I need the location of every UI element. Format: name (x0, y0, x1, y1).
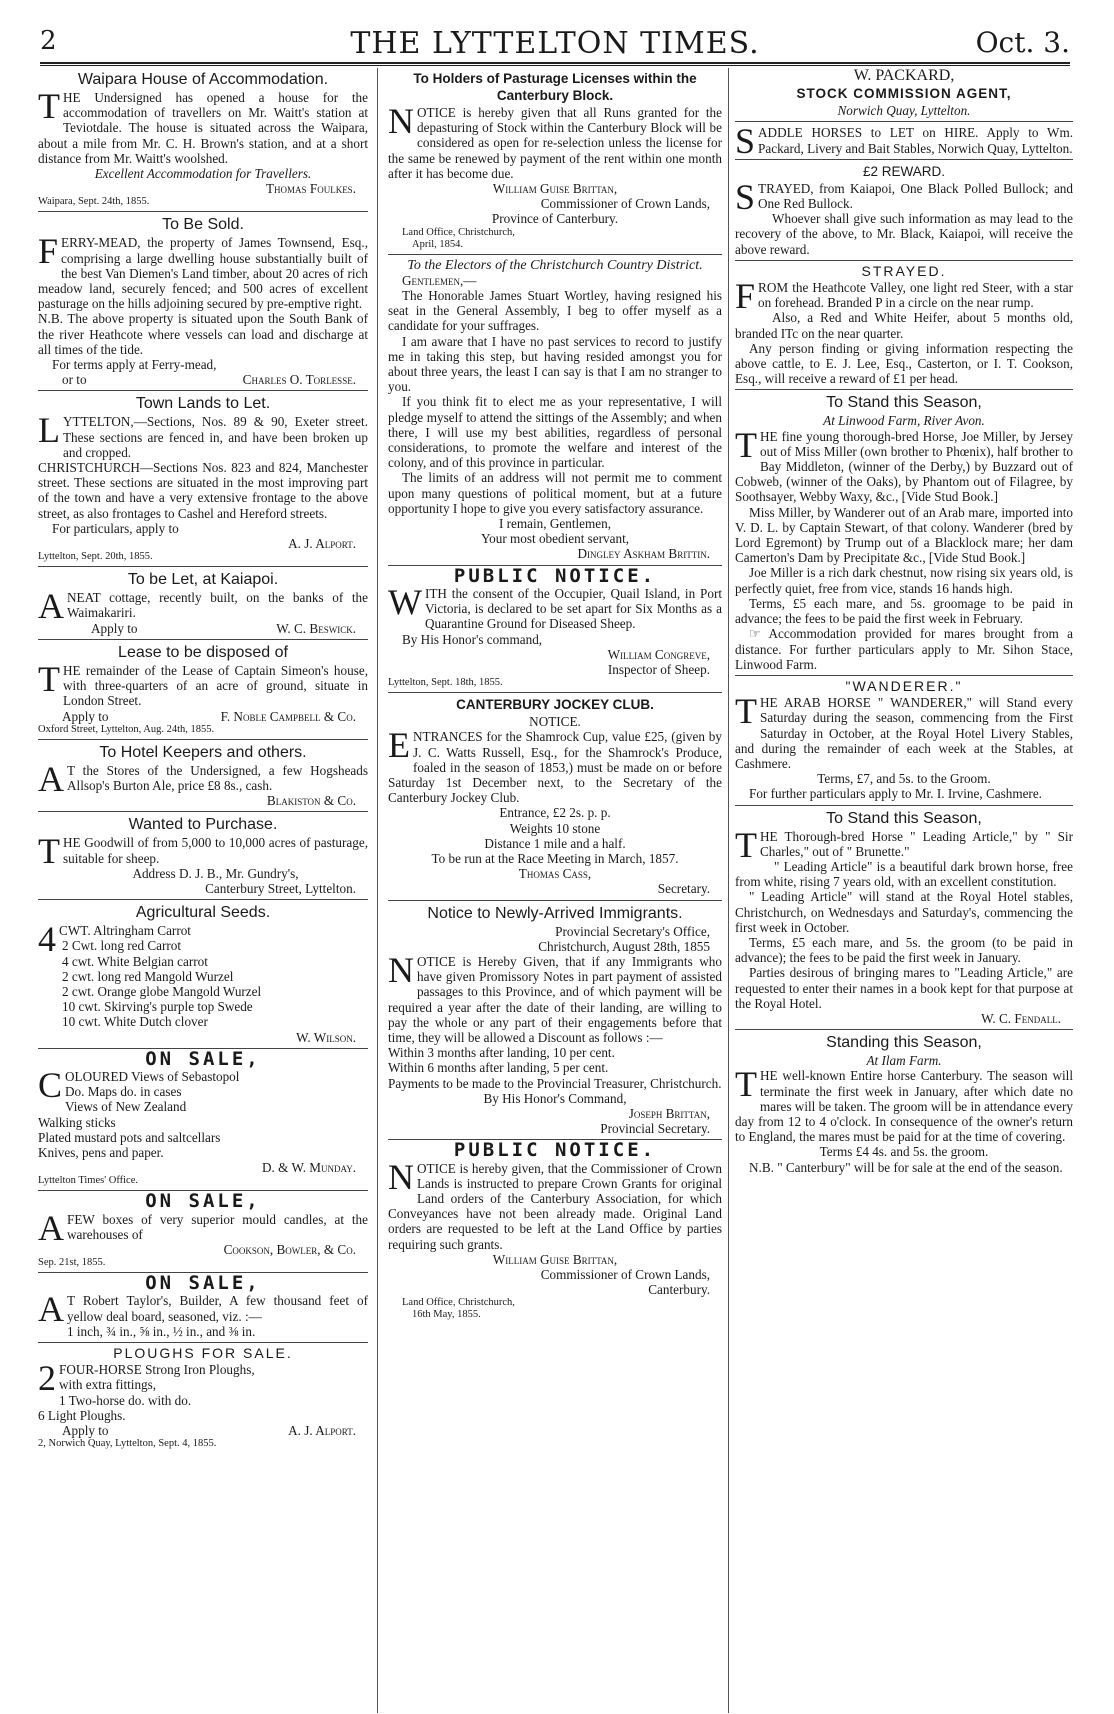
ad-paragraph: Parties desirous of bringing mares to "Leading Article," are requested to enter their names in a book kept for that purpose at the Royal Hotel. (735, 965, 1073, 1011)
ad-signer-title: Provincial Secretary. (600, 1121, 710, 1137)
ad-apply: Apply to (91, 620, 138, 636)
ad-signer: Dingley Askham Brittin. (577, 546, 710, 562)
ad-public-notice-quarantine (388, 564, 722, 693)
ad-body: ROM the Heathcote Valley, one light red Steer, with a star on forehead. Branded P in a circle on the near rump. (758, 280, 1073, 311)
ad-heading: Lease to be disposed of (118, 643, 288, 661)
newspaper-title: THE LYTTELTON TIMES. (350, 26, 760, 61)
ad-paragraph: Miss Miller, by Wanderer out of an Arab mare, imported into V. D. L. by Captain Stewart, of that colony. Wanderer (bred by Lord Egremont) by Trump out of a Blacklock mare; her dam Camerton's Dam by Precipitate &c., [Vide Stud Book.] (735, 504, 1073, 566)
ad-heading: CANTERBURY JOCKEY CLUB. (456, 697, 654, 713)
ad-heading: STRAYED. (861, 262, 947, 279)
ad-subheading: At Ilam Farm. (866, 1053, 942, 1069)
drop-cap: T (38, 831, 60, 872)
ad-office: Provincial Secretary's Office, (555, 923, 710, 939)
ad-on-sale-candles (38, 1190, 368, 1273)
ad-heading: PLOUGHS FOR SALE. (113, 1345, 293, 1361)
ad-immigrants (388, 904, 722, 1141)
ad-note: N.B. The above property is situated upon the South Bank of the river Heathcote where vessels can load and discharge at all times of the tide. (38, 311, 368, 357)
drop-cap: T (735, 1064, 757, 1105)
ad-heading: PUBLIC NOTICE. (453, 564, 657, 587)
ad-heading: ON SALE, (145, 1272, 261, 1295)
ad-linwood-stud (735, 393, 1073, 675)
ad-signer-title: Commissioner of Crown Lands, (540, 1267, 710, 1283)
ad-waipara-house (38, 70, 368, 212)
column-1 (38, 68, 368, 1456)
ad-strayed (735, 264, 1073, 391)
ad-pasturage-licenses (388, 70, 722, 255)
ad-dateline: Lyttelton, Sept. 20th, 1855. (38, 551, 153, 563)
column-divider (728, 68, 729, 1713)
ad-body: T Robert Taylor's, Builder, A few thousand feet of yellow deal board, seasoned, viz. :— (67, 1293, 368, 1324)
drop-cap: W (388, 581, 422, 622)
ad-saddle-horses (735, 121, 1073, 162)
ad-weights: Weights 10 stone (509, 820, 601, 836)
ad-heading: To the Electors of the Christchurch Country District. (407, 257, 703, 273)
ad-heading: ON SALE, (145, 1047, 261, 1070)
ad-terms: Terms £4 4s. and 5s. the groom. (819, 1144, 989, 1160)
ad-apply: For particulars, apply to (52, 520, 179, 536)
drop-cap: T (38, 658, 60, 699)
ad-discount: Within 3 months after landing, 10 per cent. (388, 1045, 615, 1061)
ad-kaiapoi (38, 570, 368, 640)
ad-signer: Cookson, Bowler, & Co. (223, 1241, 356, 1257)
ad-body: HE Undersigned has opened a house for the accommodation of travellers on Mr. Waitt's station at Teviotdale. The house is situated across the Waipara, about a mile from Mr. C. H. Brown's station, and at a short distance from Mr. Waitt's woolshed. (38, 90, 368, 166)
ad-signer: Thomas Foulkes. (266, 181, 356, 197)
drop-cap: F (735, 276, 756, 317)
ad-address: Norwich Quay, Lyttelton. (837, 103, 971, 119)
ad-signer-title-2: Province of Canterbury. (491, 211, 619, 227)
ad-body: OTICE is Hereby Given, that if any Immigrants who have given Promissory Notes in part payment of assisted passages to this Province, and of which payment will be required a year after the date of their landing, are willing to pay the whole or any part of their engagements before that time, they will be allowed a Discount as follows :— (388, 953, 722, 1045)
ad-discount: Within 6 months after landing, 5 per cent. (388, 1060, 609, 1076)
drop-cap: E (388, 725, 410, 766)
ad-signer: Thomas Cass, (518, 866, 592, 882)
ad-signer-title: Inspector of Sheep. (607, 661, 710, 677)
ad-signer: A. J. Alport. (288, 536, 356, 552)
ad-body-2: CHRISTCHURCH—Sections Nos. 823 and 824, Manchester street. These sections are situated in the most improving part of the town and have a very extensive frontage to the above street, as also frontages to Cashel and Hereford streets. (38, 460, 368, 521)
drop-cap: S (735, 176, 756, 217)
column-3 (735, 68, 1073, 1181)
drop-cap: L (38, 410, 60, 451)
drop-cap: C (38, 1064, 63, 1105)
masthead-rule-thin (40, 65, 1070, 66)
ad-lease (38, 643, 368, 740)
drop-cap: N (388, 101, 414, 141)
ad-closing-2: Your most obedient servant, (480, 531, 630, 547)
list-item: Knives, pens and paper. (38, 1144, 164, 1160)
masthead (40, 22, 1070, 62)
ad-address-2: Canterbury Street, Lyttelton. (205, 880, 356, 896)
ad-body: HE well-known Entire horse Canterbury. The season will terminate the first week in January, after which date no mares will be taken. The groom will be in attendance every day from 12 to 4 o'clock. In consequence of the owner's return to England, the mares must be paid for at the time of covering. (735, 1068, 1073, 1145)
ad-sizes: 1 inch, ¾ in., ⅝ in., ½ in., and ⅜ in. (67, 1323, 256, 1339)
ad-body: OTICE is hereby given, that the Commissioner of Crown Lands is instructed to prepare Crown Grants for original Land orders of the Canterbury Association, for which Conveyances have not been already made. Original Land orders are requested to be left at the Land Office by parties requiring such grants. (388, 1160, 722, 1252)
ad-body: ADDLE HORSES to LET on HIRE. Apply to Wm. Packard, Livery and Bait Stables, Norwich Quay, Lyttelton. (758, 125, 1073, 156)
ad-paragraph: I am aware that I have no past services to record to justify me in taking this step, but having resided amongst you for about three years, the least I can say is that I am no stranger to you. (388, 333, 722, 395)
ad-dateline: Sep. 21st, 1855. (38, 1257, 106, 1269)
ad-paragraph: " Leading Article" is a beautiful dark brown horse, free from white, rising 7 years old, with an excellent constitution. (735, 858, 1073, 890)
ad-race-meeting: To be run at the Race Meeting in March, 1857. (431, 850, 679, 866)
ad-heading: ON SALE, (145, 1190, 261, 1213)
ad-terms: For terms apply at Ferry-mead, (52, 357, 217, 373)
ad-paragraph: Terms, £5 each mare, and 5s. the groom (to be paid in advance); the fees to be paid the first week in January. (735, 934, 1073, 966)
ad-heading: To be Let, at Kaiapoi. (127, 571, 279, 589)
ad-heading: Town Lands to Let. (135, 395, 271, 413)
ad-apply: Apply to (62, 708, 109, 724)
ad-dateline: Waipara, Sept. 24th, 1855. (38, 196, 150, 208)
ad-paragraph: If you think fit to elect me as your representative, I will pledge myself to attend the sittings of the Assembly; and when there, I will use my best abilities, regardless of personal considerations, to promote the welfare and interest of the colony, and of this province in particular. (388, 394, 722, 471)
ad-heading: PUBLIC NOTICE. (453, 1139, 657, 1162)
ad-reward (735, 163, 1073, 261)
list-item: 2 cwt. long red Mangold Wurzel (62, 968, 234, 984)
ad-body: NEAT cottage, recently built, on the banks of the Waimakariri. (67, 590, 368, 621)
ad-wanted (38, 815, 368, 900)
drop-cap: 2 (38, 1358, 56, 1399)
ad-body: ERRY-MEAD, the property of James Townsend, Esq., comprising a large dwelling house substantially built of the best Van Diemen's Land timber, about 20 acres of rich meadow land, securely fenced; and 500 acres of excellent pasturage on the hills adjoining secured by pre-emptive right. (38, 235, 368, 312)
ad-signer: A. J. Alport. (288, 1423, 356, 1439)
ad-heading: To Stand this Season, (826, 394, 982, 412)
ad-note: N.B. " Canterbury" will be for sale at the end of the season. (749, 1159, 1063, 1175)
drop-cap: F (38, 231, 59, 272)
column-2 (388, 68, 722, 1327)
ad-paragraph: Also, a Red and White Heifer, about 5 months old, branded ITc on the near quarter. (735, 310, 1073, 341)
drop-cap: A (38, 586, 64, 627)
drop-cap: A (38, 1207, 64, 1248)
page-number: 2 (40, 26, 57, 56)
list-item: 10 cwt. White Dutch clover (62, 1014, 208, 1030)
ad-paragraph: Joe Miller is a rich dark chestnut, now rising six years old, is perfectly quiet, free from vice, stands 16 hands high. (735, 565, 1073, 596)
ad-heading: To Holders of Pasturage Licenses within the Canterbury Block. (413, 71, 697, 103)
drop-cap: N (388, 1156, 414, 1197)
drop-cap: A (38, 758, 64, 799)
drop-cap: T (735, 824, 757, 865)
ad-jockey-club (388, 696, 722, 900)
ad-entrance: Entrance, £2 2s. p. p. (499, 805, 611, 821)
ad-heading: "WANDERER." (845, 677, 963, 694)
issue-date: Oct. 3. (975, 26, 1070, 59)
ad-dateline: Lyttelton, Sept. 18th, 1855. (388, 677, 503, 689)
ad-body: TRAYED, from Kaiapoi, One Black Polled Bullock; and One Red Bullock. (758, 180, 1073, 212)
ad-on-sale-views (38, 1047, 368, 1192)
ad-signer-title-2: Canterbury. (648, 1282, 710, 1298)
list-item: Do. Maps do. in cases (65, 1084, 182, 1100)
list-item: 6 Light Ploughs. (38, 1407, 126, 1423)
ad-heading: Agricultural Seeds. (135, 904, 271, 922)
ad-wanderer (735, 679, 1073, 806)
drop-cap: A (38, 1289, 64, 1330)
ad-packard (735, 68, 1073, 122)
ad-on-sale-timber (38, 1272, 368, 1343)
ad-paragraph: Any person finding or giving information respecting the above cattle, to E. J. Lee, Esq., Casterton, or I. T. Cookson, Esq., will receive a reward of £1 per head. (735, 340, 1073, 387)
ad-ilam-farm (735, 1033, 1073, 1178)
ad-heading: To Be Sold. (162, 216, 244, 234)
ad-tagline: Excellent Accommodation for Travellers. (94, 166, 312, 182)
ad-body: HE fine young thorough-bred Horse, Joe Miller, by Jersey out of Miss Miller (own brother to Phœnix), half brother to Bay Middleton, (winner of the Derby,) by Buzzard out of Cobweb, (winner of the Oaks), by Phantom out of Filagree, by Soothsayer, Webby Waxy, &c., [Vide Stud Book.] (735, 428, 1073, 505)
ad-dateline: Christchurch, August 28th, 1855 (538, 938, 710, 954)
ad-body: ITH the consent of the Occupier, Quail Island, in Port Victoria, is declared to be set apart for Six Months as a Quarantine Ground for Diseased Sheep. (424, 585, 722, 632)
ad-dateline: Land Office, Christchurch, (402, 1297, 515, 1309)
ad-paragraph: ☞ Accommodation provided for mares brought from a distance. For further particulars apply to Mr. Sihon Stace, Linwood Farm. (735, 626, 1073, 672)
ad-or: or to (62, 372, 87, 388)
ad-signer-title: Secretary. (657, 881, 710, 897)
ad-dateline-2: April, 1854. (412, 238, 464, 250)
masthead-rule (40, 62, 1070, 64)
ad-dateline: Land Office, Christchurch, (402, 226, 515, 238)
ad-signer-title: Commissioner of Crown Lands, (540, 196, 710, 212)
ad-body: NTRANCES for the Shamrock Cup, value £25, (given by J. C. Watts Russell, Esq., for the Shamrock's Produce, foaled in the season of 1853,) must be made on or before Saturday 1st December next, to the Secretary of the Canterbury Jockey Club. (388, 729, 722, 806)
drop-cap: T (38, 86, 60, 126)
ad-signer: W. C. Fendall. (981, 1010, 1061, 1026)
list-item: 2 Cwt. long red Carrot (62, 938, 182, 954)
ad-signer: D. & W. Munday. (262, 1160, 356, 1176)
drop-cap: T (735, 691, 757, 732)
ad-body: OTICE is hereby given that all Runs granted for the depasturing of Stock within the Canterbury Block will be considered as open for re-selection unless the license for the same be renewed by payment of the rent within one month after it has become due. (388, 105, 722, 181)
ad-to-be-sold (38, 215, 368, 391)
ad-electors-address (388, 258, 722, 566)
ad-body: T the Stores of the Undersigned, a few Hogsheads Allsop's Burton Ale, price £8 8s., cash. (67, 762, 368, 793)
ad-heading: To Hotel Keepers and others. (99, 743, 307, 761)
ad-leading-article (735, 809, 1073, 1031)
ad-signer: William Congreve, (607, 646, 710, 662)
ad-dateline: Oxford Street, Lyttelton, Aug. 24th, 1855. (38, 723, 215, 735)
list-item: CWT. Altringham Carrot (59, 923, 191, 939)
ad-heading: Notice to Newly-Arrived Immigrants. (427, 904, 683, 922)
ad-paragraph: " Leading Article" will stand at the Royal Hotel stables, Christchurch, on Wednesdays and Saturday's, commencing the first week in October. (735, 889, 1073, 935)
ad-public-notice-crown-grants (388, 1139, 722, 1324)
ad-body: HE ARAB HORSE " WANDERER," will Stand every Saturday during the season, commencing from the First Saturday in October, at the Royal Hotel Livery Stables, and during the remainder of each week at the Stables, at Cashmere. (735, 695, 1073, 771)
ad-command: By His Honor's Command, (483, 1090, 627, 1106)
list-item: FOUR-HORSE Strong Iron Ploughs, (59, 1362, 255, 1378)
ad-heading: Waipara House of Accommodation. (77, 71, 329, 88)
ad-dateline-2: 16th May, 1855. (412, 1309, 481, 1321)
column-divider (377, 68, 378, 1713)
drop-cap: S (735, 121, 756, 162)
ad-signer: Blakiston & Co. (266, 793, 356, 809)
ad-heading: £2 REWARD. (862, 163, 945, 179)
ad-distance: Distance 1 mile and a half. (484, 835, 626, 851)
ad-body: HE remainder of the Lease of Captain Simeon's house, with three-quarters of an acre of ground, situate in London Street. (63, 662, 368, 709)
ad-paragraph: Terms, £5 each mare, and 5s. groomage to be paid in advance; the fees to be paid the first week in February. (735, 595, 1073, 627)
ad-subheading: STOCK COMMISSION AGENT, (796, 86, 1012, 102)
ad-command: By His Honor's command, (402, 631, 543, 647)
ad-paragraph: The limits of an address will not permit me to comment upon many questions of political moment, but at a future opportunity I hope to give you every satisfactory assurance. (388, 470, 722, 516)
ad-heading: Standing this Season, (826, 1034, 982, 1052)
list-item: 4 cwt. White Belgian carrot (62, 953, 208, 969)
ad-paragraph: Whoever shall give such information as may lead to the recovery of the above, to Mr. Black, Kaiapoi, will receive the above reward. (735, 211, 1073, 257)
ad-signer: Charles O. Torlesse. (242, 372, 356, 388)
ad-address: Address D. J. B., Mr. Gundry's, (132, 865, 299, 881)
ad-signer: Joseph Brittan, (628, 1105, 710, 1121)
ad-paragraph: For further particulars apply to Mr. I. Irvine, Cashmere. (749, 786, 1042, 802)
ad-heading: W. PACKARD, (853, 67, 955, 84)
ad-body: FEW boxes of very superior mould candles, at the warehouses of (67, 1211, 368, 1242)
ad-seeds (38, 903, 368, 1049)
drop-cap: N (388, 949, 414, 990)
ad-signer: W. C. Beswick. (276, 620, 356, 636)
ad-body: HE Thorough-bred Horse " Leading Article," by " Sir Charles," out of " Brunette." (760, 828, 1073, 859)
ad-signer: F. Noble Campbell & Co. (220, 708, 356, 724)
drop-cap: 4 (38, 919, 56, 960)
list-item: Walking sticks (38, 1114, 116, 1130)
drop-cap: T (735, 424, 757, 465)
ad-paragraph: The Honorable James Stuart Wortley, having resigned his seat in the General Assembly, I beg to offer myself as a candidate for your suffrages. (388, 288, 722, 334)
ad-payments: Payments to be made to the Provincial Treasurer, Christchurch. (388, 1075, 722, 1091)
ad-body: HE Goodwill of from 5,000 to 10,000 acres of pasturage, suitable for sheep. (63, 835, 368, 866)
ad-subheading: NOTICE. (529, 714, 581, 730)
list-item: with extra fittings, (59, 1377, 157, 1393)
ad-dateline: Lyttelton Times' Office. (38, 1175, 138, 1187)
ad-heading: To Stand this Season, (826, 809, 982, 827)
ad-apply: Apply to (62, 1423, 109, 1439)
ad-terms: Terms, £7, and 5s. to the Groom. (817, 771, 991, 787)
ad-signer: William Guise Brittan, (492, 1251, 618, 1267)
ad-town-lands (38, 394, 368, 567)
ad-hotel-keepers (38, 743, 368, 813)
list-item: 1 Two-horse do. with do. (59, 1392, 192, 1408)
ad-closing: I remain, Gentlemen, (498, 516, 612, 532)
ad-body: YTTELTON,—Sections, Nos. 89 & 90, Exeter street. These sections are fenced in, and have been broken up and cropped. (63, 414, 368, 460)
list-item: 10 cwt. Skirving's purple top Swede (62, 999, 253, 1015)
list-item: Views of New Zealand (65, 1099, 187, 1115)
ad-salutation: Gentlemen,— (402, 272, 477, 288)
list-item: OLOURED Views of Sebastopol (65, 1068, 240, 1084)
list-item: 2 cwt. Orange globe Mangold Wurzel (62, 983, 262, 999)
ad-subheading: At Linwood Farm, River Avon. (823, 413, 985, 429)
list-item: Plated mustard pots and saltcellars (38, 1129, 221, 1145)
ad-dateline: 2, Norwich Quay, Lyttelton, Sept. 4, 1855. (38, 1438, 217, 1450)
ad-heading: Wanted to Purchase. (128, 816, 278, 834)
ad-signer: William Guise Brittan, (492, 181, 618, 197)
ad-ploughs (38, 1346, 368, 1453)
ad-signer: W. Wilson. (296, 1029, 356, 1045)
